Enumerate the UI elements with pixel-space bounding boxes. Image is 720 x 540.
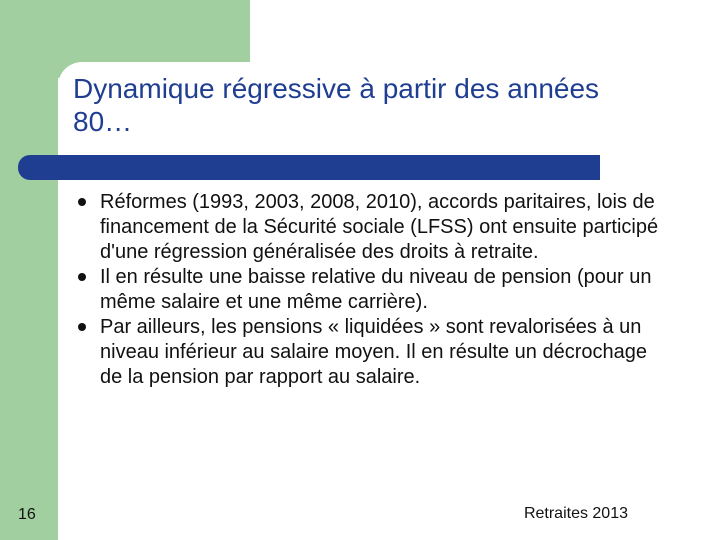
bullet-dot-icon — [78, 198, 86, 206]
bullet-text: Par ailleurs, les pensions « liquidées » sont revalorisées à un niveau inférieur au salaire moyen. Il en résulte un décrochage de la pension par rapport au salaire. — [100, 316, 647, 388]
bullet-list — [72, 190, 672, 390]
slide-number: 16 — [18, 506, 36, 523]
bullet-text: Il en résulte une baisse relative du niveau de pension (pour un même salaire et une même carrière). — [100, 266, 652, 313]
bullet-item-revaluation — [72, 315, 672, 390]
green-left-strip — [0, 0, 58, 540]
bullet-item-pension-level — [72, 265, 672, 315]
bullet-item-reforms — [72, 190, 672, 265]
bullet-dot-icon — [78, 273, 86, 281]
footer-label: Retraites 2013 — [523, 505, 628, 522]
title-underline-bar — [18, 155, 600, 180]
bullet-text: Réformes (1993, 2003, 2008, 2010), accords paritaires, lois de financement de la Sécurité sociale (LFSS) ont ensuite participé d'une régression généralisée des droits à retraite. — [100, 191, 659, 263]
bullet-dot-icon — [78, 323, 86, 331]
slide-title: Dynamique régressive à partir des années 80… — [73, 73, 600, 137]
